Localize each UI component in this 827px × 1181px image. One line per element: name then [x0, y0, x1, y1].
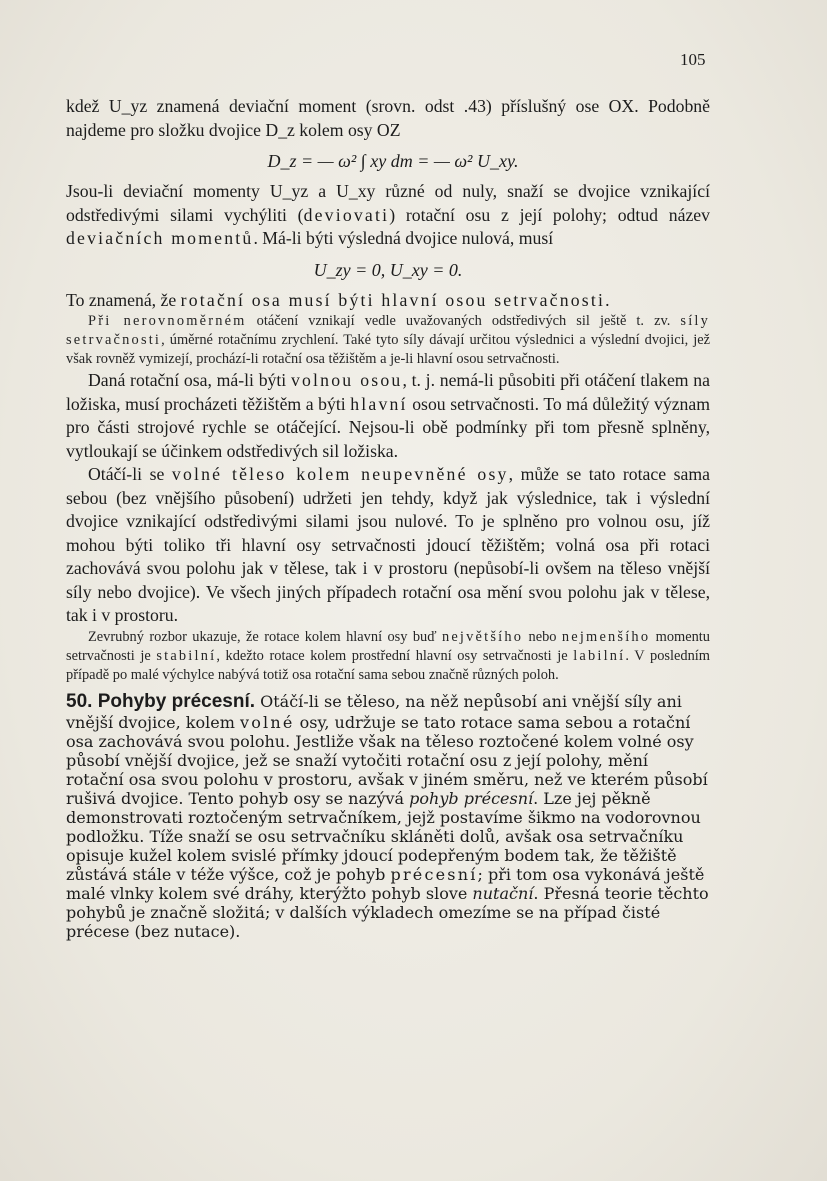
text-run: Daná rotační osa, má-li býti [88, 370, 291, 390]
equation-dz: D_z = — ω² ∫ xy dm = — ω² U_xy. [267, 151, 519, 171]
spaced-term: hlavní [350, 393, 408, 414]
text-run: Otáčí-li se [88, 464, 172, 484]
text-run: , kdežto rotace kolem prostřední hlavní osy setrvačnosti je [216, 647, 574, 664]
spaced-term: Při nerovnoměrném [88, 313, 247, 329]
equation-uzy-uxy: U_zy = 0, U_xy = 0. [313, 259, 463, 280]
text-run: . V posledním případě po malé výchylce nabývá totiž osa rotační sama sebou značně různých poloh. [66, 647, 710, 683]
spaced-term: labilní [573, 647, 626, 664]
page-number: 105 [680, 50, 706, 69]
small-note-stability [66, 628, 710, 685]
text-run: ; při tom osa vykonává ještě malé vlnky kolem své dráhy, kterýžto pohyb slove [66, 864, 705, 903]
text-run: . Lze jej pěkně demonstrovati roztočeným setrvačníkem, jejž postavíme šikmo na vodorovnou podložku. Tíže snaží se osu setrvačníku skláněti dolů, avšak osa setrvačníku opisuje kužel kolem svislé přímky jdoucí podepřeným bodem tak, že těžiště zůstává stále v téže výšce, což je pohyb [66, 788, 701, 884]
italic-term: nutační [472, 883, 534, 903]
paragraph-deviation-moments [66, 180, 710, 251]
section-heading: 50. Pohyby précesní. [66, 690, 256, 712]
paragraph-free-axis [66, 369, 710, 463]
spaced-term: volné těleso kolem neupevněné osy [171, 464, 509, 484]
spaced-term: deviačních momentů [66, 228, 254, 248]
text-run: , úměrné rotačnímu zrychlení. Také tyto síly dávají určitou výslednici a výslední dvojici, jež však rovněž vymizejí, prochází-li rotační osa těžištěm a je-li hlavní osou setrvačnosti. [66, 332, 710, 367]
spaced-term: précesní [390, 864, 478, 884]
spaced-term: největšího [441, 628, 524, 645]
text-run: Otáčí-li se těleso, na něž nepůsobí ani vnější síly ani vnější dvojice, kolem [66, 691, 682, 732]
text-run: ) rotační osu z její polohy; odtud název [389, 204, 710, 225]
spaced-term: nejmenšího [561, 628, 651, 645]
page-body [66, 95, 710, 941]
text-run: otáčení vznikají vedle uvažovaných odstředivých sil ještě t. zv. [246, 313, 681, 329]
paragraph-principal-axis [66, 289, 710, 313]
text-run: nebo [523, 628, 562, 645]
text-run: , t. j. nemá-li působiti při otáčení tlakem na ložiska, musí procházeti těžištěm a býti [66, 370, 710, 414]
text-run: Jsou-li deviační momenty U_yz a U_xy různé od nuly, snaží se dvojice vznikající odstředivými silami vychýliti ( [66, 181, 710, 225]
spaced-term: volné [239, 712, 295, 732]
text-run: . Má-li býti výsledná dvojice nulová, musí [253, 228, 554, 248]
spaced-term: stabilní [156, 647, 217, 664]
text-run: Zevrubný rozbor ukazuje, že rotace kolem hlavní osy buď [88, 628, 442, 645]
text-run: osy, udržuje se tato rotace sama sebou a rotační osa zachovává svou polohu. Jestliže však na těleso roztočené kolem volné osy působí vnější dvojice, jež se snaží vytočiti rotační osu z její polohy, mění rotační osa svou polohu v prostoru, avšak v jiném směru, než ve kterém působí rušivá dvojice. Tento pohyb osy se nazývá [66, 712, 708, 808]
text-run: . [605, 289, 610, 310]
spaced-term: volnou osou [290, 370, 403, 390]
text-run: momentu setrvačnosti je [66, 628, 710, 664]
italic-term: pohyb précesní [409, 788, 534, 808]
paragraph-deviation-moment: kdež U_yz znamená deviační moment (srovn. odst .43) příslušný ose OX. Podobně najdeme pro složku dvojice D_z kolem osy OZ [66, 96, 710, 140]
small-note-inertia-forces [66, 312, 710, 369]
text-run: . Přesná teorie těchto pohybů je značně složitá; v dalších výkladech omezíme se na případ čisté précese (bez nutace). [66, 883, 709, 941]
spaced-term: síly setrvačnosti [66, 313, 710, 348]
spaced-term: rotační osa musí býti hlavní osou setrvačnosti [180, 289, 606, 310]
text-run: osou setrvačnosti. To má důležitý význam pro části strojové rychle se otáčející. Nejsou-li obě podmínky při tom přesně splněny, vytloukají se účinkem odstředivých sil ložiska. [66, 393, 710, 461]
text-run: , může se tato rotace sama sebou (bez vnějšího působení) udržeti jen tehdy, když jak výslednice, tak i výslední dvojice vznikající odstředivými silami jsou nulové. To je splněno pro volnou osu, jíž mohou býti toliko tři hlavní osy setrvačnosti jdoucí těžištěm; volná osa při rotaci zachovává svou polohu jak v tělese, tak i v prostoru (nepůsobí-li ovšem na těleso vnější síly nebo dvojice). Ve všech jiných případech rotační osa mění svou polohu jak v tělese, tak i v prostoru. [66, 464, 710, 625]
spaced-term: deviovati [303, 204, 390, 225]
text-run: To znamená, že [66, 289, 181, 310]
paragraph-free-body [66, 463, 710, 628]
